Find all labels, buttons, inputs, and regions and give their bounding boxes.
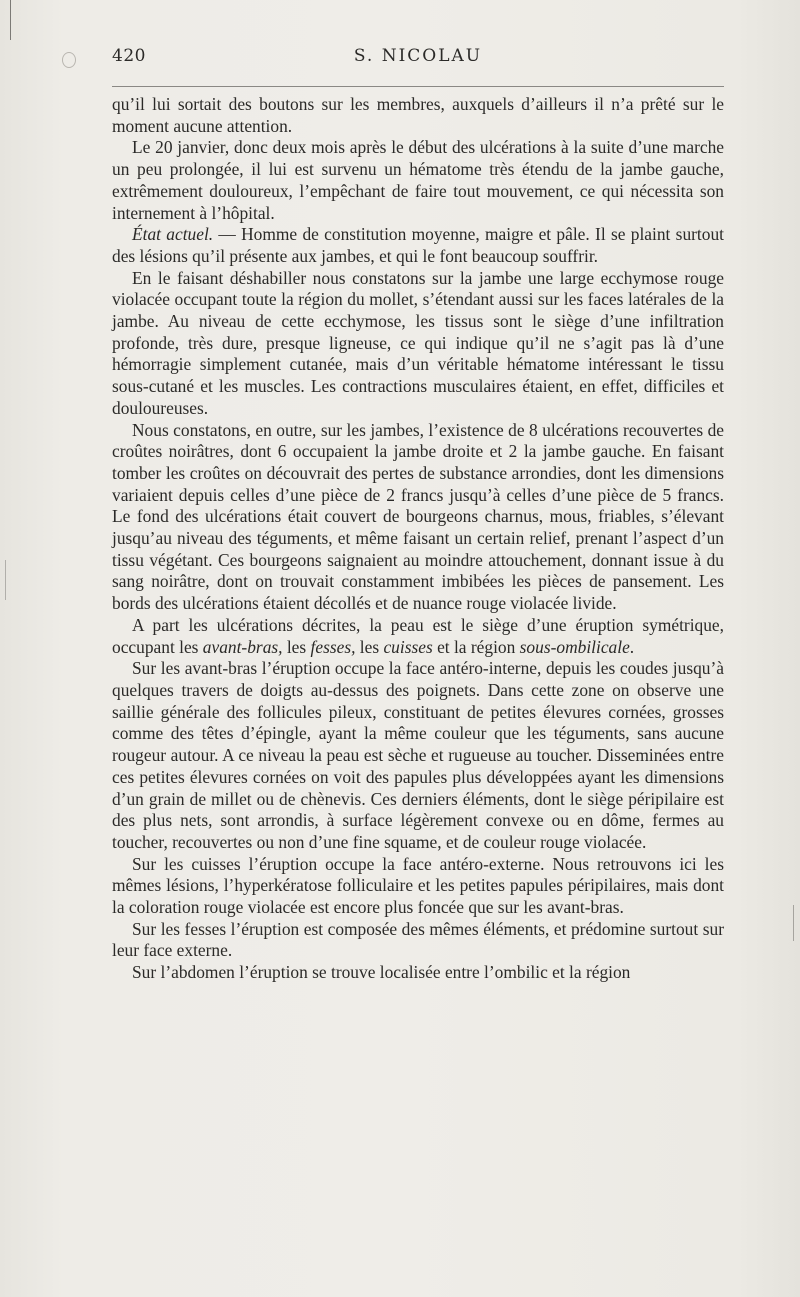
paragraph-text: les xyxy=(355,636,384,657)
paragraph: Sur les fesses l’éruption est composée des mêmes éléments, et prédomine surtout sur leur face externe. xyxy=(112,918,724,961)
paragraph-text: et la région xyxy=(432,636,520,657)
paragraph: En le faisant déshabiller nous constatons sur la jambe une large ecchymose rouge violacée occupant toute la région du mollet, s’étendant aussi sur les faces latérales de la jambe. Au niveau de cette ecchymose, les tissus sont le siège d’une infiltration profonde, très dure, presque ligneuse, ce qui indique qu’il ne s’agit pas là d’une hémorragie simplement cutanée, mais d’un véritable hématome intéressant le tissu sous-cutané et les muscles. Les contractions musculaires étaient, en effet, difficiles et douloureuses. xyxy=(112,267,724,418)
scan-edge-mark xyxy=(10,0,11,40)
paragraph-text: A part les ulcérations décrites, la peau est le siège d’une éruption symétrique, occupant les xyxy=(112,614,724,657)
running-head: S. NICOLAU xyxy=(353,46,483,66)
emphasis: avant-bras, xyxy=(202,636,283,657)
scan-edge-mark xyxy=(5,560,6,600)
section-label: État actuel. xyxy=(132,224,214,245)
paragraph-text: les xyxy=(282,636,311,657)
emphasis: fesses, xyxy=(310,636,356,657)
paragraph xyxy=(112,615,724,658)
body-text xyxy=(112,94,724,984)
paragraph: Le 20 janvier, donc deux mois après le début des ulcérations à la suite d’une marche un peu prolongée, il lui est survenu un hématome très étendu de la jambe gauche, extrêmement douloureux, l’empêchant de faire tout mouvement, ce qui nécessita son internement à l’hôpital. xyxy=(112,137,724,223)
paragraph xyxy=(112,224,724,267)
paragraph: Sur l’abdomen l’éruption se trouve localisée entre l’ombilic et la région xyxy=(132,962,631,983)
binding-hole-mark xyxy=(62,52,76,68)
paragraph-text: Homme de constitution moyenne, maigre et pâle. Il se plaint surtout des lésions qu’il présente aux jambes, et qui le font beaucoup souffrir. xyxy=(112,224,724,266)
paragraph: Sur les avant-bras l’éruption occupe la face antéro-interne, depuis les coudes jusqu’à quelques travers de doigts au-dessus des poignets. Dans cette zone on observe une saillie générale des follicules pileux, constituant de petites élevures cornées, grosses comme des têtes d’épingle, ayant la même couleur que les téguments, sans aucune rougeur autour. A ce niveau la peau est sèche et rugueuse au toucher. Disseminées entre ces petites élevures cornées on voit des papules plus développées ayant les dimensions d’un grain de millet ou de chènevis. Ces derniers éléments, dont le siège péripilaire est des plus nets, sont arrondis, à surface légèrement convexe ou en dôme, fermes au toucher, recouvertes ou non d’une fine squame, et de couleur rouge violacée. xyxy=(112,658,724,852)
page-number: 420 xyxy=(112,46,146,66)
emphasis: cuisses xyxy=(383,636,433,657)
header-rule xyxy=(112,86,724,87)
paragraph: Nous constatons, en outre, sur les jambes, l’existence de 8 ulcérations recouvertes de croûtes noirâtres, dont 6 occupaient la jambe droite et 2 la jambe gauche. En faisant tomber les croûtes on découvrait des pertes de substance arrondies, dont les dimensions variaient depuis celles d’une pièce de 2 francs jusqu’à celles d’une pièce de 5 francs. Le fond des ulcérations était couvert de bourgeons charnus, mous, friables, s’élevant jusqu’au niveau des téguments, et même faisant un certain relief, prenant l’aspect d’un tissu végétant. Ces bourgeons saignaient au moindre attouchement, donnant issue à du sang noirâtre, dont on trouvait constamment imbibées les pièces de pansement. Les bords des ulcérations étaient décollés et de nuance rouge violacée livide. xyxy=(112,419,724,614)
paragraph: qu’il lui sortait des boutons sur les membres, auxquels d’ailleurs il n’a prêté sur le moment aucune attention. xyxy=(112,94,724,136)
emphasis: sous-ombilicale xyxy=(519,636,630,657)
paragraph-text: . xyxy=(629,636,635,657)
dash: — xyxy=(213,224,242,245)
page-header xyxy=(112,46,724,70)
scan-edge-mark xyxy=(793,905,794,941)
paragraph: Sur les cuisses l’éruption occupe la face antéro-externe. Nous retrouvons ici les mêmes lésions, l’hyperkératose folliculaire et les petites papules péripilaires, mais dont la coloration rouge violacée est encore plus foncée que sur les avant-bras. xyxy=(112,853,724,918)
